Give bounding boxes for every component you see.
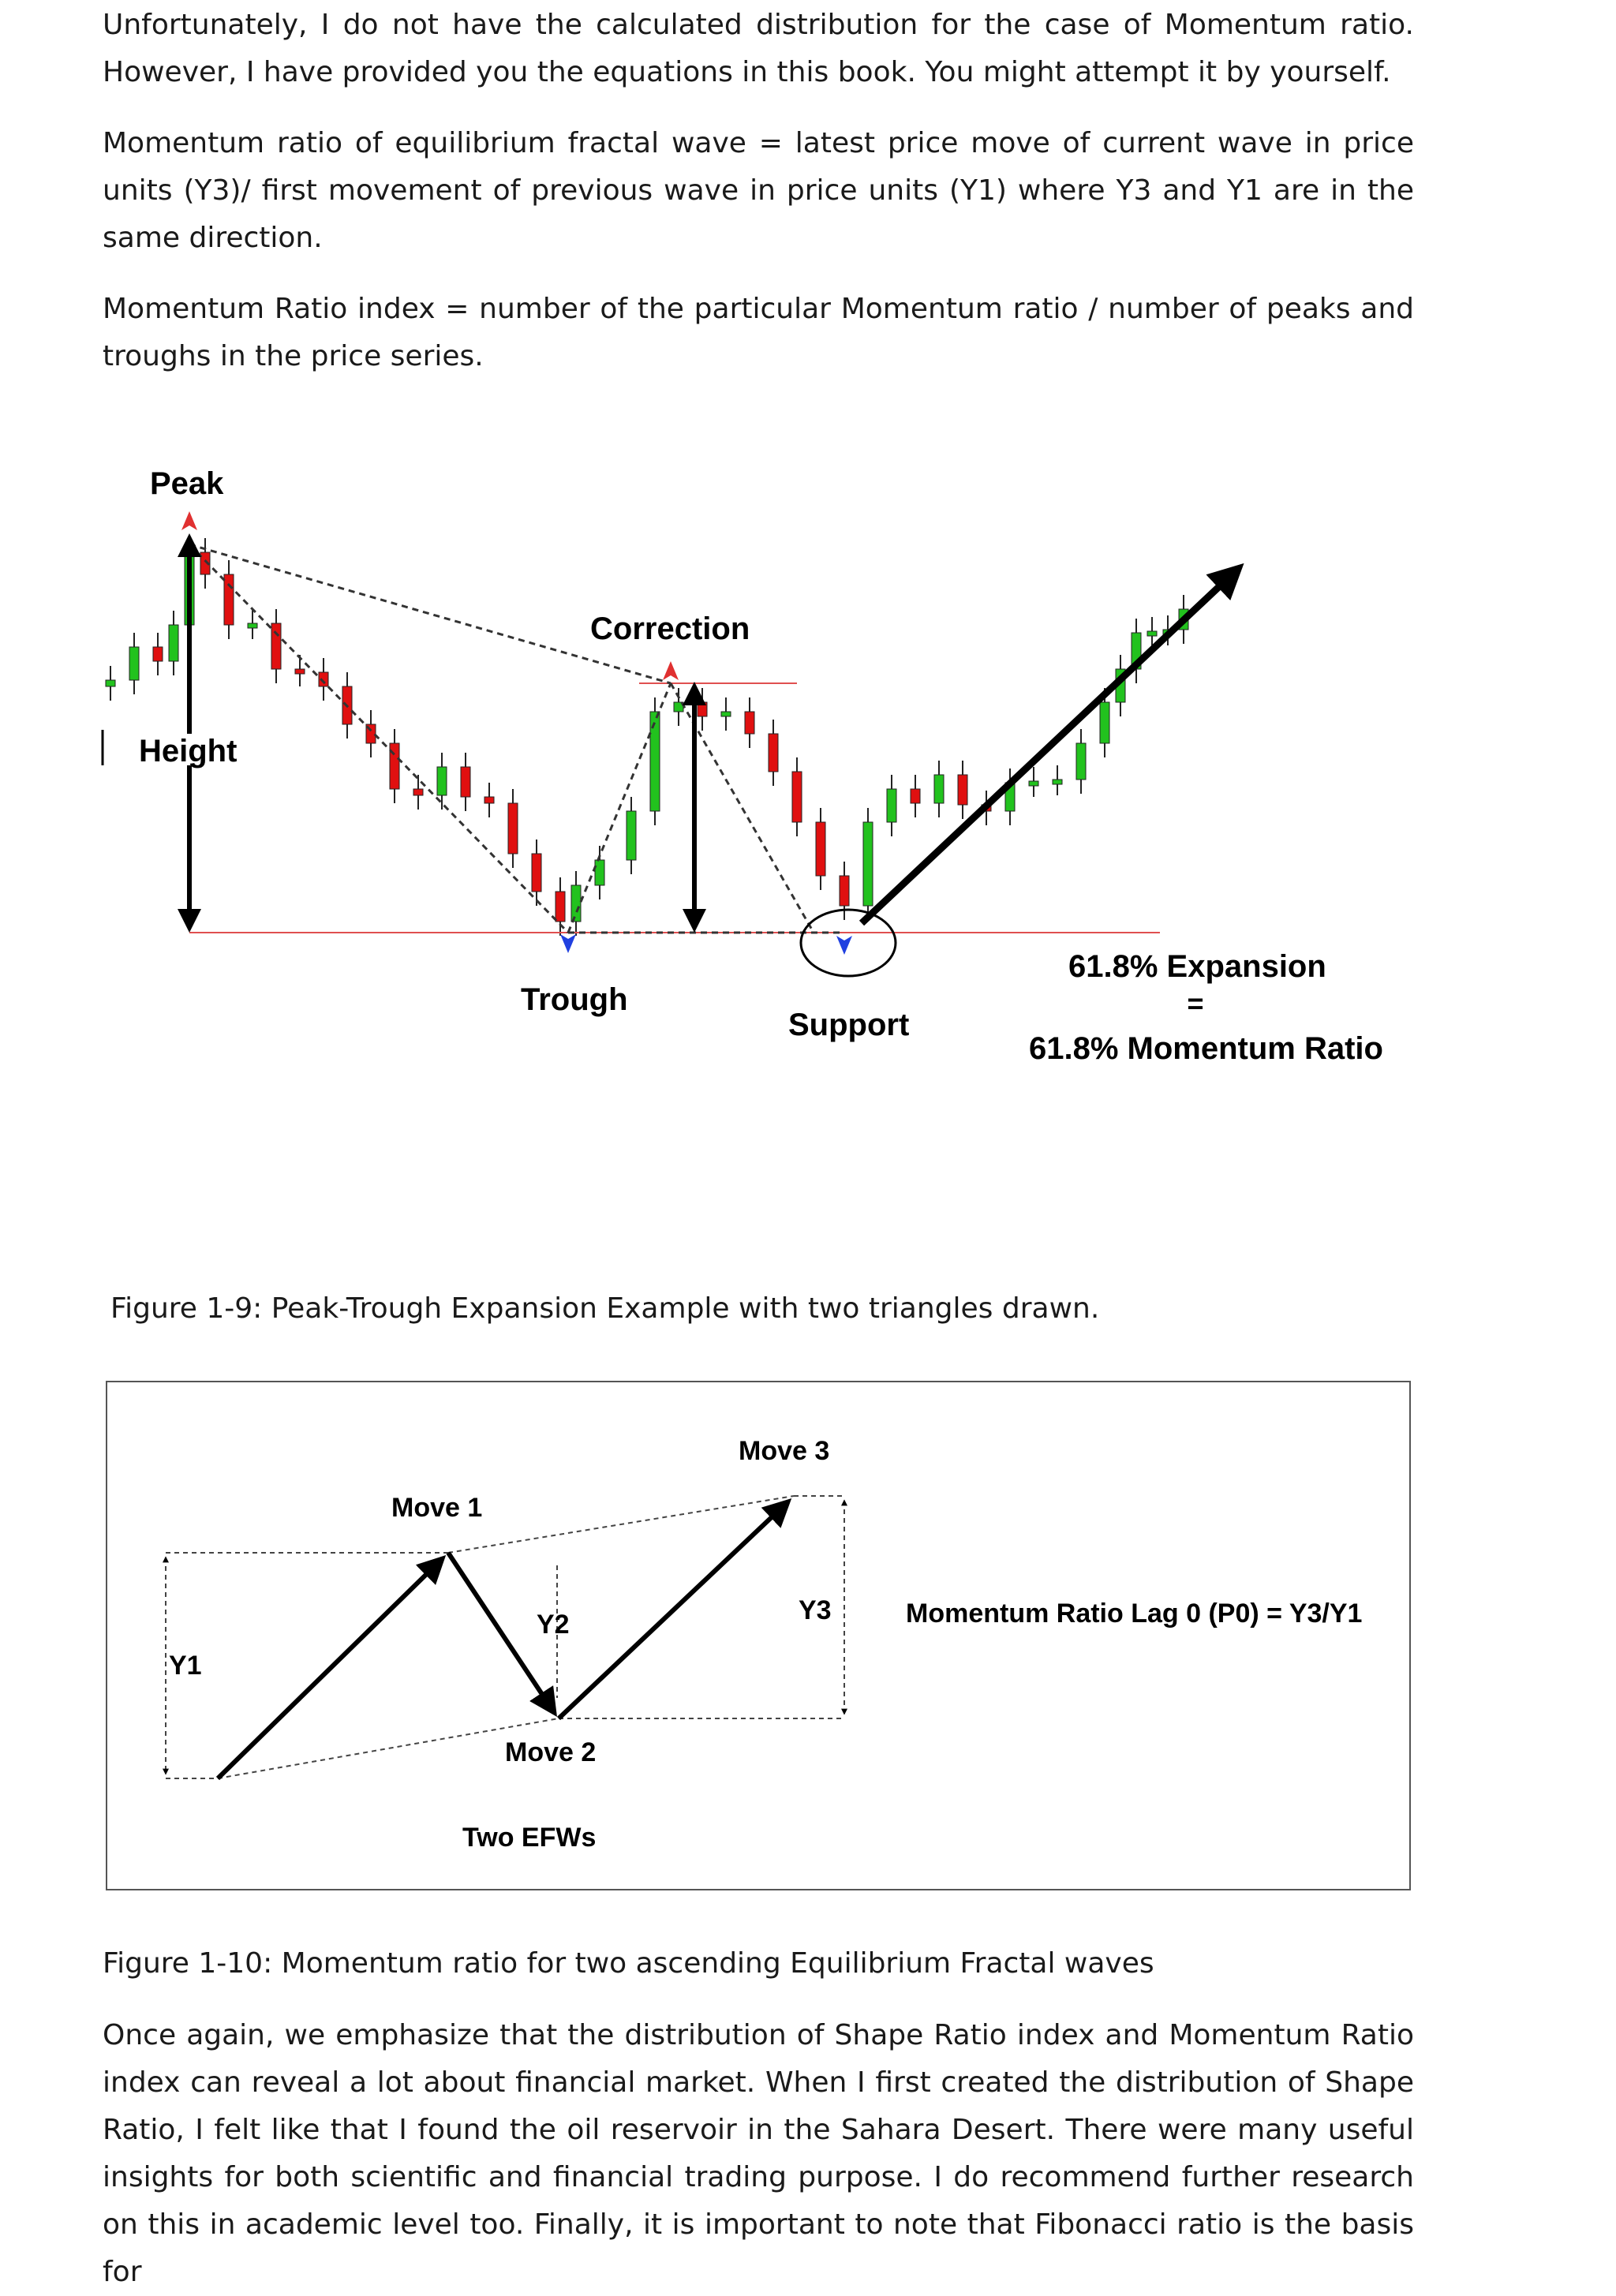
candlestick-group xyxy=(106,538,1188,936)
peak-label: Peak xyxy=(150,466,224,501)
candle-body xyxy=(532,854,541,892)
figure2-svg xyxy=(107,1382,1409,1889)
candle-body xyxy=(1076,743,1086,780)
candle-body xyxy=(484,797,494,803)
candle-body xyxy=(295,669,305,674)
candle-body xyxy=(571,885,581,922)
formula-label: Momentum Ratio Lag 0 (P0) = Y3/Y1 xyxy=(906,1599,1363,1629)
candle-body xyxy=(248,623,257,628)
candle-body xyxy=(721,712,731,716)
candle-body xyxy=(958,775,967,805)
figure2-caption: Figure 1-10: Momentum ratio for two ascending Equilibrium Fractal waves xyxy=(103,1947,1154,1980)
trough-arrow-icon xyxy=(560,934,576,953)
paragraph-2: Momentum ratio of equilibrium fractal wave = latest price move of current wave in price units (Y3)/ first movement of previous wave in price units (Y1) where Y3 and Y1 are in the same direction. xyxy=(103,127,1414,254)
expansion-label: 61.8% Expansion xyxy=(1068,949,1326,984)
candle-body xyxy=(816,822,825,876)
candle-body xyxy=(627,811,636,860)
momentum-label: 61.8% Momentum Ratio xyxy=(1029,1031,1383,1066)
candle-body xyxy=(887,789,896,822)
candle-body xyxy=(840,876,849,906)
height-label: Height xyxy=(139,734,238,768)
candle-body xyxy=(508,803,518,854)
triangle-dashed-lines xyxy=(189,544,844,933)
candle-body xyxy=(129,647,139,680)
candle-body xyxy=(437,767,447,795)
move2-label: Move 2 xyxy=(505,1737,597,1767)
support-arrow-icon xyxy=(836,936,852,955)
peak-arrow-icon xyxy=(181,511,197,530)
candle-body xyxy=(911,789,920,803)
trough-label: Trough xyxy=(521,982,628,1017)
paragraph-3: Momentum Ratio index = number of the particular Momentum ratio / number of peaks and troughs in the price series. xyxy=(103,293,1414,372)
support-label: Support xyxy=(788,1008,910,1042)
figure-momentum-ratio xyxy=(106,1381,1411,1890)
candle-body xyxy=(153,647,163,661)
y2-label: Y2 xyxy=(537,1610,570,1640)
candle-body xyxy=(745,712,754,734)
paragraph-1: Unfortunately, I do not have the calculated distribution for the case of Momentum ratio. However, I have provided you the equations in this book. You might attempt it by yourself. xyxy=(103,9,1414,88)
candle-body xyxy=(413,789,423,795)
candle-body xyxy=(556,892,565,922)
two-efws-label: Two EFWs xyxy=(462,1823,597,1853)
candle-body xyxy=(169,625,178,661)
candle-body xyxy=(595,860,604,885)
equals-label: = xyxy=(1187,987,1204,1019)
candle-body xyxy=(863,822,873,906)
candle-body xyxy=(769,734,778,772)
candle-body xyxy=(1147,631,1157,636)
candle-body xyxy=(1053,780,1062,784)
candle-body xyxy=(934,775,944,803)
move1-label: Move 1 xyxy=(391,1493,483,1523)
paragraph-4: Once again, we emphasize that the distribution of Shape Ratio index and Momentum Ratio index can reveal a lot about financial market. When I first created the distribution of Shape Ratio, I felt like that I found the oil reservoir in the Sahara Desert. There were many useful insights for both scientific and financial trading purpose. I do recommend further research on this in academic level too. Finally, it is important to note that Fibonacci ratio is the basis for xyxy=(103,2019,1414,2288)
candle-body xyxy=(1029,781,1038,786)
figure1-svg xyxy=(87,450,1616,1270)
correction-label: Correction xyxy=(590,611,750,646)
candle-body xyxy=(461,767,470,797)
candle-body xyxy=(271,623,281,669)
y1-label: Y1 xyxy=(169,1651,202,1681)
correction-peak-arrow-icon xyxy=(663,661,679,680)
candle-body xyxy=(698,702,707,716)
y3-label: Y3 xyxy=(799,1595,832,1625)
expansion-arrow xyxy=(862,568,1239,923)
figure-peak-trough-expansion xyxy=(87,450,1616,1270)
move3-arrow xyxy=(559,1502,787,1718)
candle-body xyxy=(106,680,115,686)
candle-body xyxy=(1100,702,1109,743)
candle-body xyxy=(224,574,234,625)
candle-body xyxy=(792,772,802,822)
figure1-caption: Figure 1-9: Peak-Trough Expansion Example with two triangles drawn. xyxy=(110,1292,1100,1325)
move3-label: Move 3 xyxy=(739,1436,830,1466)
